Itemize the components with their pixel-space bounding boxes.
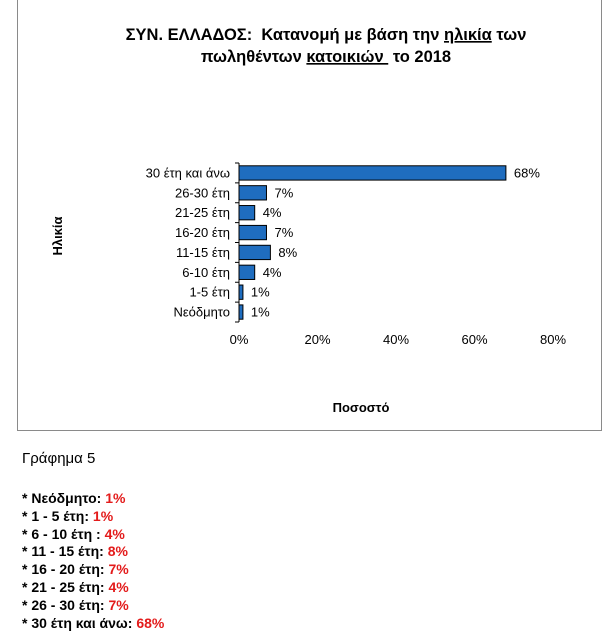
data-label: 4%: [262, 205, 282, 221]
chart-title-segment: πωληθέντων: [200, 48, 307, 66]
data-label: 68%: [513, 165, 540, 181]
chart-title-line: [201, 48, 451, 66]
data-label: 8%: [278, 244, 298, 260]
chart-title-segment: ΣΥΝ. ΕΛΛΑΔΟΣ: Κατανομή με βάση την: [125, 26, 444, 44]
note-value: 68%: [136, 614, 165, 631]
note-item: [22, 597, 164, 615]
y-axis-title: Ηλικία: [50, 216, 65, 256]
note-label: * 6 - 10 έτη :: [22, 525, 105, 542]
note-label: * 21 - 25 έτη:: [22, 578, 109, 595]
note-value: 1%: [105, 490, 126, 506]
category-label: Νεόδμητο: [173, 304, 230, 320]
bar: [239, 245, 270, 259]
data-label: 7%: [274, 185, 294, 201]
bar-chart: [18, 0, 603, 431]
note-value: 4%: [108, 578, 129, 595]
data-label: 7%: [274, 225, 294, 241]
note-label: * 1 - 5 έτη:: [22, 507, 93, 524]
data-label: 1%: [250, 284, 270, 300]
category-label: 30 έτη και άνω: [145, 165, 230, 181]
note-label: * Νεόδμητο:: [22, 490, 106, 506]
bar: [239, 206, 255, 220]
note-label: * 26 - 30 έτη:: [22, 596, 109, 613]
bar: [239, 265, 255, 279]
bar: [239, 285, 243, 299]
bar: [239, 186, 266, 200]
bar: [239, 225, 266, 239]
chart-title-segment: το 2018: [388, 48, 452, 66]
category-label: 6-10 έτη: [182, 264, 230, 280]
note-value: 8%: [107, 543, 128, 560]
chart-title-segment: κατοικιών: [306, 48, 389, 66]
note-item: [22, 543, 164, 561]
note-value: 7%: [108, 596, 129, 613]
note-label: * 30 έτη και άνω:: [22, 614, 137, 631]
note-value: 7%: [108, 561, 129, 578]
bar: [239, 166, 506, 180]
notes-list: [22, 490, 164, 632]
note-item: [22, 561, 164, 579]
chart-title-segment: ηλικία: [443, 26, 492, 44]
note-item: [22, 508, 164, 526]
category-label: 16-20 έτη: [174, 225, 230, 241]
note-item: [22, 579, 164, 597]
x-tick-label: 40%: [382, 332, 410, 347]
note-value: 1%: [92, 507, 114, 524]
note-label: * 11 - 15 έτη:: [22, 543, 108, 560]
note-value: 4%: [104, 525, 125, 542]
bar: [239, 305, 243, 319]
figure-caption: Γράφημα 5: [22, 450, 96, 467]
data-label: 1%: [250, 304, 270, 320]
note-item: [22, 490, 164, 508]
note-item: [22, 615, 164, 633]
chart-frame: [17, 0, 602, 431]
data-label: 4%: [262, 264, 282, 280]
category-label: 11-15 έτη: [175, 244, 230, 260]
category-label: 21-25 έτη: [174, 205, 230, 221]
category-label: 1-5 έτη: [189, 284, 230, 300]
category-label: 26-30 έτη: [174, 185, 230, 201]
x-axis-title: Ποσοστό: [332, 400, 390, 415]
note-label: * 16 - 20 έτη:: [22, 561, 109, 578]
x-tick-label: 60%: [461, 332, 488, 347]
x-tick-label: 20%: [304, 332, 331, 347]
x-tick-label: 80%: [539, 332, 567, 347]
note-item: [22, 526, 164, 544]
chart-title-line: [126, 26, 527, 44]
x-tick-label: 0%: [229, 332, 249, 347]
chart-title-segment: των: [491, 26, 527, 44]
